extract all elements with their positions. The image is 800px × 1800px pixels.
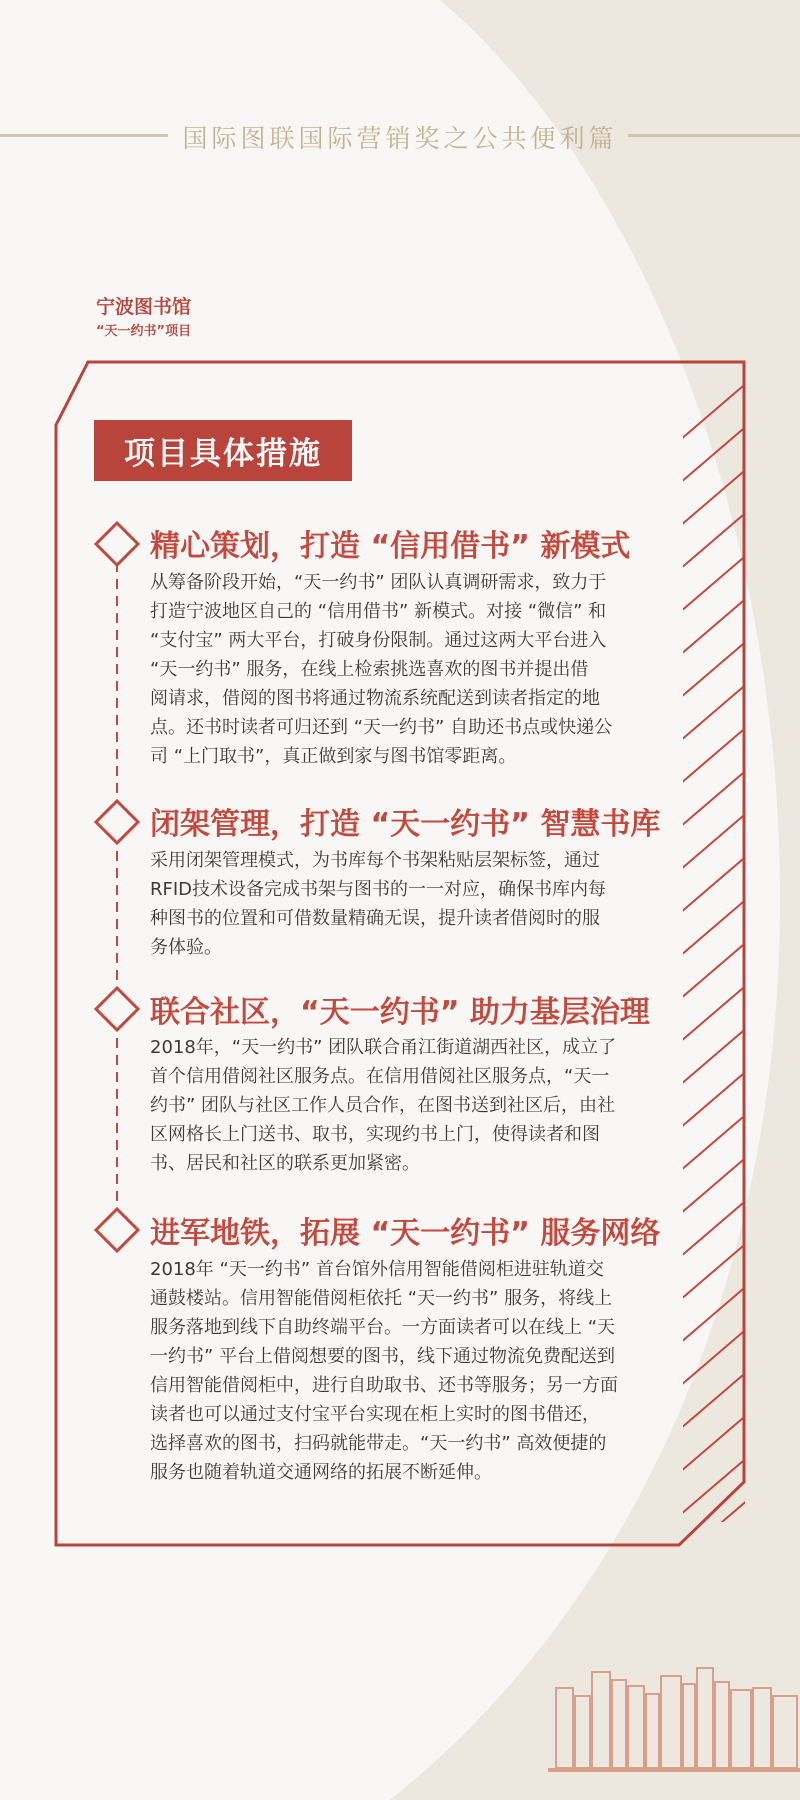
- body-line: 打造宁波地区自己的 “信用借书” 新模式。对接 “微信” 和: [150, 601, 607, 622]
- body-line: 种图书的位置和可借数量精确无误，提升读者借阅时的服: [150, 908, 600, 929]
- body-line: 约书” 团队与社区工作人员合作，在图书送到社区后，由社: [150, 1095, 616, 1116]
- body-line: 通鼓楼站。信用智能借阅柜依托 “天一约书” 服务，将线上: [150, 1288, 613, 1309]
- section-title: 闭架管理，打造 “天一约书” 智慧书库: [150, 807, 661, 842]
- body-line: 2018年 “天一约书” 首台馆外信用智能借阅柜进驻轨道交: [150, 1259, 604, 1280]
- body-line: 采用闭架管理模式，为书库每个书架粘贴层架标签，通过: [150, 850, 600, 871]
- body-line: 点。还书时读者可归还到 “天一约书” 自助还书点或快递公: [150, 717, 613, 738]
- body-line: 书、居民和社区的联系更加紧密。: [150, 1153, 420, 1174]
- section-title: 联合社区，“天一约书” 助力基层治理: [150, 995, 650, 1030]
- body-line: “支付宝” 两大平台，打破身份限制。通过这两大平台进入: [150, 630, 607, 651]
- body-line: 从筹备阶段开始，“天一约书” 团队认真调研需求，致力于: [150, 572, 607, 593]
- body-line: 读者也可以通过支付宝平台实现在柜上实时的图书借还，: [150, 1404, 600, 1425]
- body-line: 阅请求，借阅的图书将通过物流系统配送到读者指定的地: [150, 688, 600, 709]
- body-line: 一约书” 平台上借阅想要的图书，线下通过物流免费配送到: [150, 1346, 616, 1367]
- org-name: 宁波图书馆: [96, 296, 192, 318]
- body-line: 信用智能借阅柜中，进行自助取书、还书等服务；另一方面: [150, 1375, 618, 1396]
- body-line: “天一约书” 服务，在线上检索挑选喜欢的图书并提出借: [150, 659, 589, 680]
- page-header-title: 国际图联国际营销奖之公共便利篇: [182, 124, 618, 153]
- body-line: 服务落地到线下自助终端平台。一方面读者可以在线上 “天: [150, 1317, 616, 1338]
- body-line: 首个信用借阅社区服务点。在信用借阅社区服务点，“天一: [150, 1066, 610, 1087]
- body-line: RFID技术设备完成书架与图书的一一对应，确保书库内每: [150, 879, 607, 900]
- body-line: 务体验。: [150, 937, 222, 958]
- body-line: 区网格长上门送书、取书，实现约书上门，使得读者和图: [150, 1124, 600, 1145]
- body-line: 选择喜欢的图书，扫码就能带走。“天一约书” 高效便捷的: [150, 1433, 607, 1454]
- section-title: 进军地铁，拓展 “天一约书” 服务网络: [150, 1216, 661, 1251]
- org-project: “天一约书”项目: [96, 324, 192, 339]
- body-line: 司 “上门取书”，真正做到家与图书馆零距离。: [150, 746, 517, 767]
- section-title: 精心策划，打造 “信用借书” 新模式: [150, 529, 631, 564]
- card-title: 项目具体措施: [94, 420, 352, 481]
- body-line: 服务也随着轨道交通网络的拓展不断延伸。: [150, 1462, 492, 1483]
- body-line: 2018年，“天一约书” 团队联合甬江街道湖西社区，成立了: [150, 1037, 617, 1058]
